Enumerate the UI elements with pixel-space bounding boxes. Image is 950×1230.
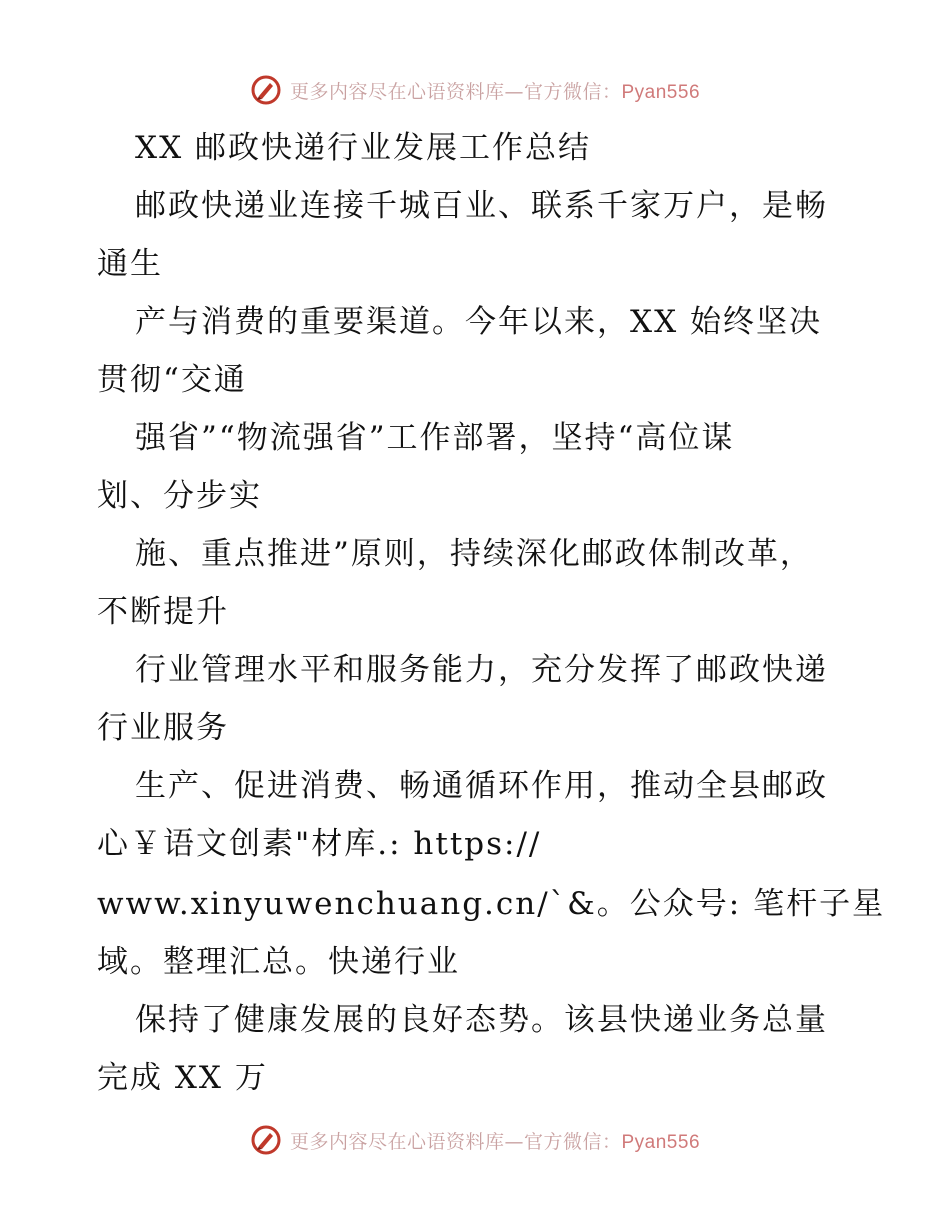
paragraph-line: 完成 XX 万 [97, 1060, 268, 1096]
header-wechat-id: Pyan556 [621, 81, 701, 103]
paragraph-line: 通生 [97, 246, 163, 282]
paragraph-line: 施、重点推进”原则，持续深化邮政体制改革， [135, 536, 813, 572]
document-title: XX 邮政快递行业发展工作总结 [135, 130, 591, 166]
paragraph-line: 邮政快递业连接千城百业、联系千家万户，是畅 [135, 188, 828, 224]
footer-banner-title: 更多内容尽在心语资料库 [289, 1130, 505, 1153]
header-banner-title: 更多内容尽在心语资料库 [289, 80, 505, 103]
paragraph-line: 域。整理汇总。快递行业 [97, 944, 460, 980]
paragraph-line: 行业服务 [97, 710, 229, 746]
paragraph-line: 产与消费的重要渠道。今年以来，XX 始终坚决 [135, 304, 822, 340]
header-banner-text [290, 77, 700, 104]
pen-logo-icon [250, 74, 282, 106]
paragraph-line: www.xinyuwenchuang.cn/`&。公众号: 笔杆子星 [97, 886, 886, 922]
paragraph-line: 不断提升 [97, 594, 229, 630]
header-banner [0, 70, 950, 110]
paragraph-line: 划、分步实 [97, 478, 262, 514]
paragraph-line: 贯彻“交通 [97, 362, 247, 398]
footer-banner-text [290, 1127, 700, 1154]
footer-wechat-id: Pyan556 [621, 1131, 701, 1153]
paragraph-line: 强省”“物流强省”工作部署，坚持“高位谋 [135, 420, 735, 456]
pen-logo-icon [250, 1124, 282, 1156]
footer-banner-dash: — [504, 1130, 524, 1153]
paragraph-line: 行业管理水平和服务能力，充分发挥了邮政快递 [135, 652, 828, 688]
footer-wechat-label: 官方微信： [523, 1130, 622, 1153]
header-wechat-label: 官方微信： [523, 80, 622, 103]
paragraph-line: 心￥语文创素"材库.: https:// [97, 826, 542, 862]
paragraph-line: 生产、促进消费、畅通循环作用，推动全县邮政 [135, 768, 828, 804]
header-banner-dash: — [504, 80, 524, 103]
paragraph-line: 保持了健康发展的良好态势。该县快递业务总量 [135, 1002, 828, 1038]
footer-banner [0, 1120, 950, 1160]
